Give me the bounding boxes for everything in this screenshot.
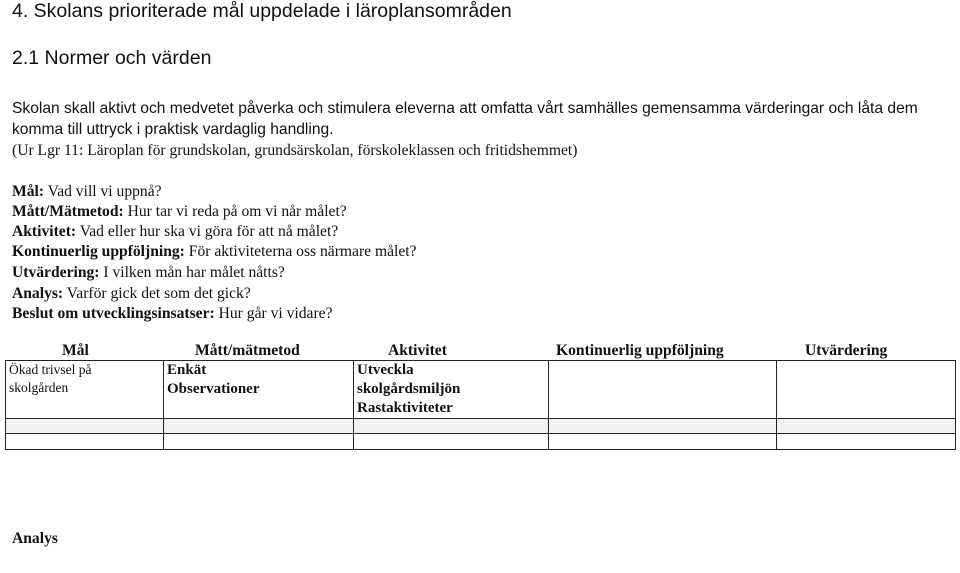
analysis-heading: Analys [12,530,58,547]
table-row [6,361,956,419]
definition-measure: Mått/Mätmetod: Hur tar vi reda på om vi når målet? [12,203,347,220]
table-row [6,419,956,434]
table-header-goal: Mål [62,342,89,359]
table-header-followup: Kontinuerlig uppföljning [556,342,724,359]
intro-source-citation: (Ur Lgr 11: Läroplan för grundskolan, grundsärskolan, förskoleklassen och fritidshemmet) [12,142,578,159]
definition-activity: Aktivitet: Vad eller hur ska vi göra för att nå målet? [12,223,339,240]
cell-evaluation [777,361,956,419]
subsection-heading: 2.1 Normer och värden [12,47,212,69]
table-row [6,434,956,450]
definition-followup: Kontinuerlig uppföljning: För aktiviteterna oss närmare målet? [12,243,417,260]
definition-analysis: Analys: Varför gick det som det gick? [12,285,251,302]
table-header-measure: Mått/mätmetod [195,342,300,359]
intro-paragraph: Skolan skall aktivt och medvetet påverka och stimulera eleverna att omfatta vårt samhälles gemensamma värderingar och låta dem komma till uttryck i praktisk vardaglig handling. [12,100,918,138]
cell-goal: Ökad trivsel på skolgården [6,361,164,419]
definition-decision: Beslut om utvecklingsinsatser: Hur går vi vidare? [12,305,333,322]
section-heading: 4. Skolans prioriterade mål uppdelade i läroplansområden [12,0,512,22]
table-header-activity: Aktivitet [388,342,447,359]
cell-activity: Utveckla skolgårdsmiljön Rastaktiviteter [354,361,549,419]
definition-goal: Mål: Vad vill vi uppnå? [12,183,162,200]
cell-followup [549,361,777,419]
table-header-evaluation: Utvärdering [805,342,888,359]
definition-evaluation: Utvärdering: I vilken mån har målet nåtts? [12,264,285,281]
cell-measure: Enkät Observationer [164,361,354,419]
goal-table [5,360,956,450]
